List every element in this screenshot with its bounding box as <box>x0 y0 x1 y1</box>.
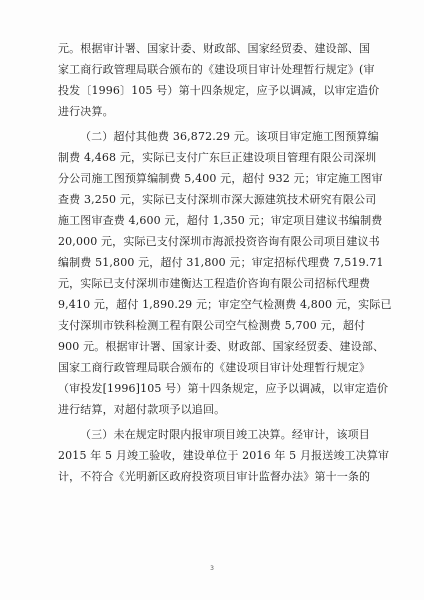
paragraph-3 <box>58 424 388 487</box>
text-line: 9,410 元，超付 1,890.29 元；审定空气检测费 4,800 元，实际已 <box>58 298 392 311</box>
text-line: （三）未在规定时限内报审项目竣工决算。经审计，该项目 <box>80 428 370 441</box>
text-line: 家工商行政管理局联合颁布的《建设项目审计处理暂行规定》(审 <box>58 63 375 76</box>
text-line: 元。根据审计署、国家计委、财政部、国家经贸委、建设部、国 <box>58 42 371 55</box>
text-line: 进行结算，对超付款项予以追回。 <box>58 403 226 416</box>
text-line: 投发〔1996〕105 号）第十四条规定，应予以调减，以审定造价 <box>58 84 380 97</box>
text-line: 进行决算。 <box>58 105 114 118</box>
text-line: （二）超付其他费 36,872.29 元。该项目审定施工图预算编 <box>80 130 379 143</box>
page-number: 3 <box>210 565 214 572</box>
document-body <box>58 38 392 487</box>
text-line: 元，实际已支付深圳市建衡达工程造价咨询有限公司招标代理费 <box>58 277 371 290</box>
text-line: 900 元。根据审计署、国家计委、财政部、国家经贸委、建设部、 <box>58 340 385 353</box>
paragraph-1 <box>58 38 388 122</box>
text-line: 查费 3,250 元，实际已支付深圳市深大源建筑技术研究有限公司 <box>58 193 377 206</box>
text-line: （审投发[1996]105 号）第十四条规定，应予以调减，以审定造价 <box>58 382 389 395</box>
text-line: 制费 4,468 元，实际已支付广东巨正建设项目管理有限公司深圳 <box>58 151 377 164</box>
text-line: 2015 年 5 月竣工验收，建设单位于 2016 年 5 月报送竣工决算审 <box>58 449 390 462</box>
text-line: 编制费 51,800 元，超付 31,800 元；审定招标代理费 7,519.71 <box>58 256 384 269</box>
text-line: 20,000 元，实际已支付深圳市海派投资咨询有限公司项目建议书 <box>58 235 380 248</box>
text-line: 支付深圳市铁科检测工程有限公司空气检测费 5,700 元，超付 <box>58 319 366 332</box>
text-line: 计，不符合《光明新区政府投资项目审计监督办法》第十一条的 <box>58 470 371 483</box>
text-line: 分公司施工图预算编制费 5,400 元，超付 932 元；审定施工图审 <box>58 172 383 185</box>
paragraph-2 <box>58 126 392 420</box>
text-line: 施工图审查费 4,600 元，超付 1,350 元；审定项目建议书编制费 <box>58 214 383 227</box>
text-line: 国家工商行政管理局联合颁布的《建设项目审计处理暂行规定》 <box>58 361 371 374</box>
